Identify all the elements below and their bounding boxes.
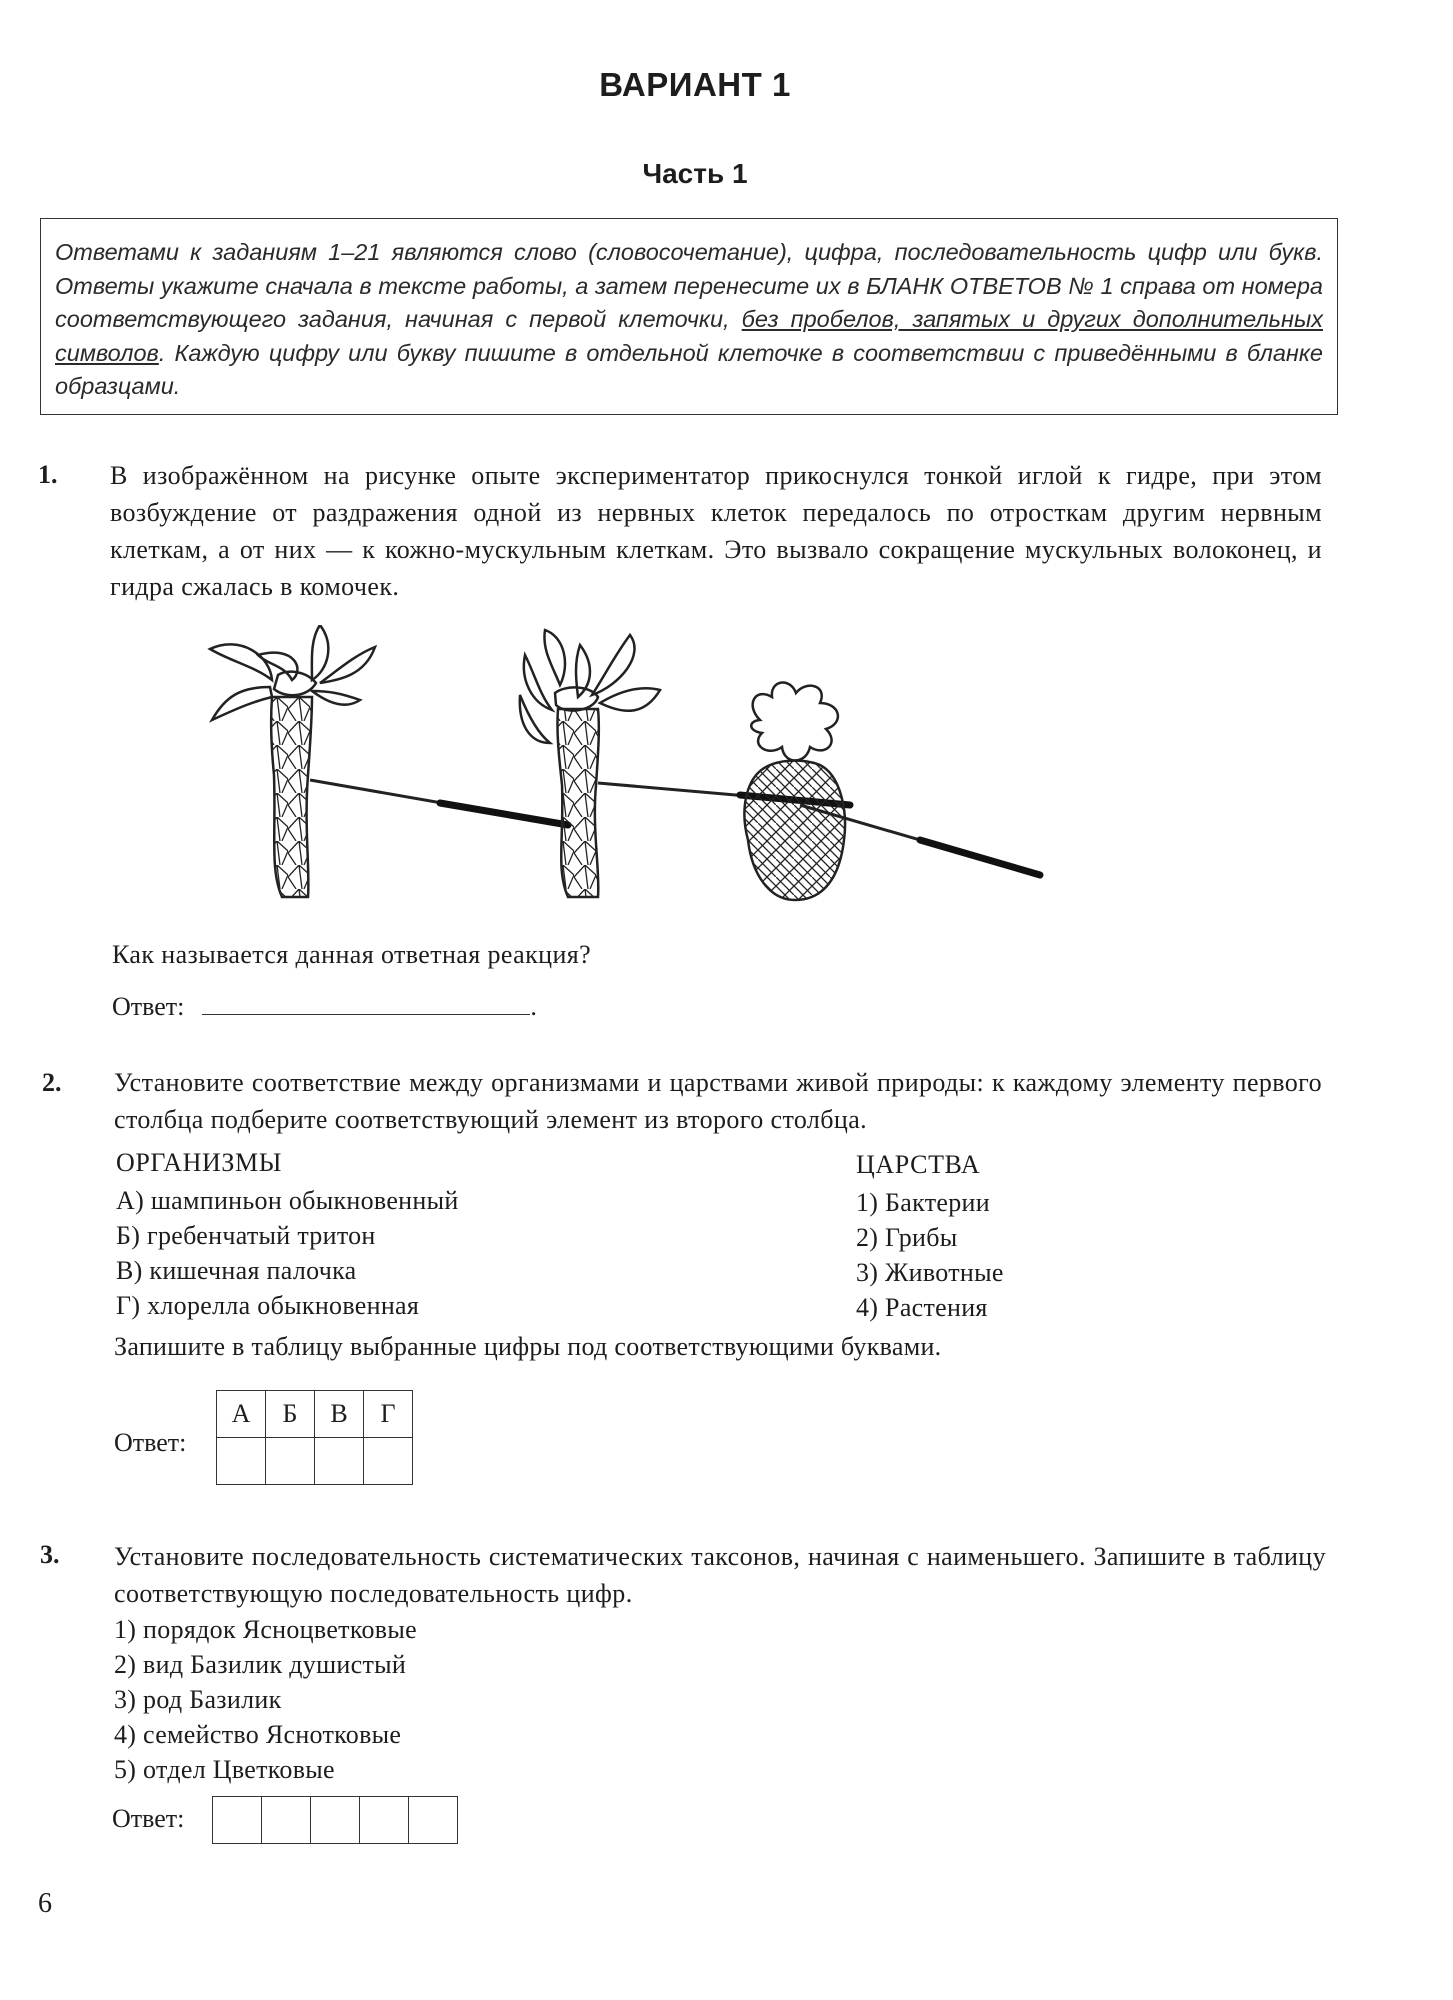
answer-cell[interactable] — [217, 1438, 266, 1485]
answer-cell[interactable] — [262, 1797, 311, 1844]
hydra-relaxed-2 — [520, 630, 660, 897]
instructions-underlined: без пробелов, запятых и других дополнительных символов — [55, 306, 1323, 366]
part-title: Часть 1 — [642, 158, 748, 189]
answer-cell[interactable] — [311, 1797, 360, 1844]
answer-cell[interactable] — [409, 1797, 458, 1844]
organisms-list — [116, 1183, 459, 1323]
taxa-list — [114, 1612, 417, 1787]
instructions-text-end: . Каждую цифру или букву пишите в отдельной клеточке в соответствии с приведёнными в бланке образцами. — [55, 339, 1323, 399]
hydra-relaxed-1 — [210, 625, 375, 897]
list-item: 3) Животные — [856, 1258, 1004, 1287]
list-item: 5) отдел Цветковые — [114, 1755, 335, 1784]
question-3-number: 3. — [40, 1540, 60, 1569]
list-item: Г) хлорелла обыкновенная — [116, 1291, 420, 1320]
question-3-answer-label: Ответ: — [112, 1804, 185, 1833]
list-item: В) кишечная палочка — [116, 1256, 357, 1285]
question-1-answer-row — [112, 990, 537, 1022]
answer-cell[interactable] — [364, 1438, 413, 1485]
question-2-number: 2. — [42, 1068, 62, 1097]
question-3-answer-table — [212, 1796, 458, 1844]
kingdoms-list — [856, 1185, 1004, 1325]
answer-column-header: Г — [364, 1391, 413, 1438]
list-item: А) шампиньон обыкновенный — [116, 1186, 459, 1215]
answer-cell[interactable] — [266, 1438, 315, 1485]
list-item: Б) гребенчатый тритон — [116, 1221, 376, 1250]
instructions-text-start: Ответами к заданиям 1–21 являются слово (словосочетание), цифра, последовательность цифр или букв. Ответы укажите сначала в тексте работы, а затем перенесите их в БЛАНК ОТВЕТОВ № 1 справа от номера соответствующего задания, начиная с первой клеточки, — [55, 239, 1323, 332]
answer-cell[interactable] — [315, 1438, 364, 1485]
list-item: 4) семейство Яснотковые — [114, 1720, 402, 1749]
question-1-number: 1. — [38, 460, 58, 489]
question-2-instruction: Запишите в таблицу выбранные цифры под соответствующими буквами. — [114, 1332, 942, 1361]
question-1-answer-field[interactable] — [202, 990, 530, 1015]
question-3-text: Установите последовательность систематических таксонов, начиная с наименьшего. Запишите в таблицу соответствующую последовательность цифр. — [114, 1542, 1326, 1608]
list-item: 3) род Базилик — [114, 1685, 282, 1714]
organisms-header: ОРГАНИЗМЫ — [116, 1148, 282, 1177]
list-item: 4) Растения — [856, 1293, 988, 1322]
question-1-prompt: Как называется данная ответная реакция? — [112, 940, 592, 969]
question-2-answer-label: Ответ: — [114, 1428, 187, 1457]
variant-title: ВАРИАНТ 1 — [599, 66, 791, 103]
list-item: 2) Грибы — [856, 1223, 958, 1252]
question-2-text: Установите соответствие между организмами и царствами живой природы: к каждому элементу первого столбца подберите соответствующий элемент из второго столбца. — [114, 1068, 1322, 1134]
list-item: 1) Бактерии — [856, 1188, 990, 1217]
list-item: 2) вид Базилик душистый — [114, 1650, 407, 1679]
hydra-experiment-figure — [200, 625, 1200, 925]
instructions-text — [55, 236, 1323, 404]
page-number: 6 — [38, 1888, 52, 1919]
hydra-contracted — [744, 682, 845, 900]
question-1-answer-label: Ответ: — [112, 992, 185, 1021]
list-item: 1) порядок Ясноцветковые — [114, 1615, 417, 1644]
question-1-text: В изображённом на рисунке опыте экспериментатор прикоснулся тонкой иглой к гидре, при этом возбуждение от раздражения одной из нервных клеток передалось по отросткам другим нервным клеткам, а от них — к кожно-мускульным клеткам. Это вызвало сокращение мускульных волоконец, и гидра сжалась в комочек. — [110, 461, 1322, 601]
answer-column-header: В — [315, 1391, 364, 1438]
question-2-answer-table — [216, 1390, 413, 1485]
answer-cell[interactable] — [360, 1797, 409, 1844]
question-1-answer-suffix: . — [530, 992, 537, 1021]
instructions-box — [40, 218, 1338, 415]
answer-cell[interactable] — [213, 1797, 262, 1844]
answer-column-header: Б — [266, 1391, 315, 1438]
kingdoms-header: ЦАРСТВА — [856, 1150, 981, 1179]
answer-column-header: А — [217, 1391, 266, 1438]
